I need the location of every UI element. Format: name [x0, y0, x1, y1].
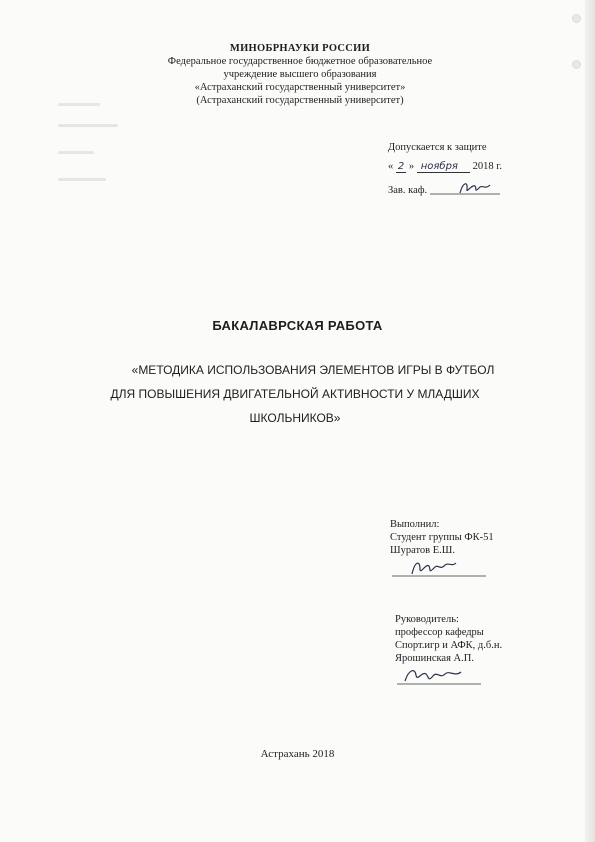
- admission-block: [388, 141, 568, 198]
- ministry-name: МИНОБРНАУКИ РОССИИ: [229, 43, 371, 54]
- student-group: Студент группы ФК-51: [390, 532, 494, 543]
- head-label: Зав. каф.: [388, 185, 428, 196]
- supervisor-name: Ярошинская А.П.: [395, 653, 474, 664]
- admission-label: Допускается к защите: [388, 142, 487, 153]
- binder-hole: [572, 14, 581, 23]
- scan-artifact: [58, 103, 100, 106]
- date-month: ноября: [417, 161, 470, 173]
- institution-line: Федеральное государственное бюджетное образовательное: [167, 56, 433, 67]
- topic-line: ДЛЯ ПОВЫШЕНИЯ ДВИГАТЕЛЬНОЙ АКТИВНОСТИ У МЛАДШИХ: [110, 387, 480, 401]
- scan-artifact: [58, 124, 118, 127]
- city-year: Астрахань 2018: [260, 748, 335, 760]
- scan-artifact: [58, 151, 94, 154]
- supervisor-department: Спорт.игр и АФК, д.б.н.: [395, 640, 503, 651]
- topic-line: ШКОЛЬНИКОВ»: [249, 411, 341, 425]
- scan-artifact: [58, 178, 106, 181]
- supervisor-label: Руководитель:: [395, 614, 459, 625]
- supervisor-block: [395, 613, 502, 687]
- quote-open: «: [388, 161, 394, 172]
- binder-hole: [572, 60, 581, 69]
- performed-by-block: [390, 518, 494, 579]
- date-day: 2: [397, 161, 405, 172]
- admission-date: [388, 160, 568, 179]
- institution-line: (Астраханский государственный университет): [196, 95, 404, 106]
- date-year: 2018 г.: [472, 161, 502, 172]
- supervisor-signature: [395, 665, 502, 687]
- supervisor-position: профессор кафедры: [395, 627, 484, 638]
- page-edge-shadow: [585, 0, 595, 842]
- student-name: Шуратов Е.Ш.: [390, 545, 456, 556]
- performed-label: Выполнил:: [390, 519, 440, 530]
- quote-close: »: [408, 161, 415, 172]
- institution-line: учреждение высшего образования: [223, 69, 377, 80]
- institution-line: «Астраханский государственный университет»: [194, 82, 406, 93]
- head-signature: [430, 179, 500, 197]
- student-signature: [390, 557, 494, 579]
- work-type-title: БАКАЛАВРСКАЯ РАБОТА: [212, 318, 383, 333]
- thesis-topic: [60, 358, 530, 430]
- head-of-department-row: [388, 179, 568, 198]
- topic-line: «МЕТОДИКА ИСПОЛЬЗОВАНИЯ ЭЛЕМЕНТОВ ИГРЫ В ФУТБОЛ: [131, 363, 495, 377]
- institution-header: [100, 42, 500, 107]
